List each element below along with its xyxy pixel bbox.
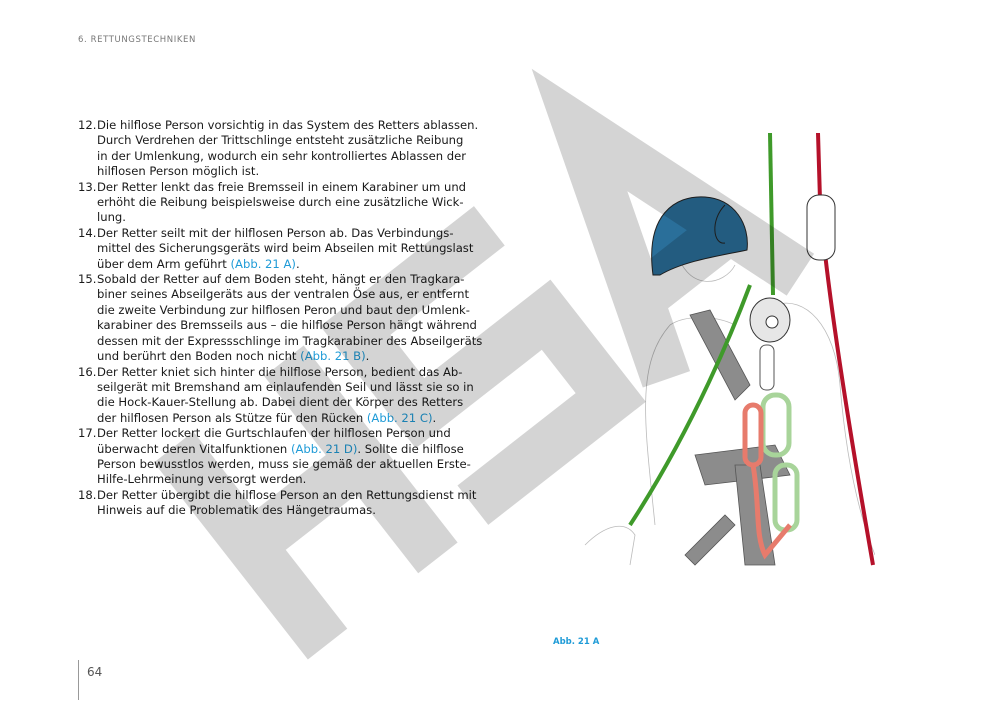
text-line <box>97 318 558 333</box>
text-segment: seilgerät mit Bremshand am einlaufenden Seil und lässt sie so in <box>97 379 474 394</box>
text-segment: über dem Arm geführt <box>97 256 231 271</box>
text-segment: . <box>365 349 370 364</box>
figure-reference-link[interactable]: (Abb. 21 A) <box>230 256 296 271</box>
carabiner-silver <box>760 345 774 390</box>
text-line <box>97 118 558 133</box>
list-item <box>78 272 558 364</box>
list-item <box>78 118 558 180</box>
running-header: 6. RETTUNGSTECHNIKEN <box>78 35 196 45</box>
item-number: 14. <box>78 225 97 240</box>
text-line <box>97 457 558 472</box>
text-line <box>97 226 558 241</box>
text-line <box>97 334 558 349</box>
text-segment: Hilfe-Lehrmeinung versorgt werden. <box>97 472 307 487</box>
text-segment: überwacht deren Vitalfunktionen <box>97 441 291 456</box>
text-line <box>97 365 558 380</box>
text-segment: und berührt den Boden noch nicht <box>97 349 301 364</box>
list-item <box>78 365 558 427</box>
item-number: 13. <box>78 179 97 194</box>
text-line <box>97 287 558 302</box>
text-line <box>97 164 558 179</box>
text-segment: erhöht die Reibung beispielsweise durch eine zusätzliche Wick- <box>97 195 464 210</box>
text-line <box>97 149 558 164</box>
text-line <box>97 241 558 256</box>
text-segment: Hinweis auf die Problematik des Hängetraumas. <box>97 503 376 518</box>
text-line <box>97 426 558 441</box>
text-segment: Die hilflose Person vorsichtig in das System des Retters ablassen. <box>97 118 479 132</box>
text-segment: Der Retter übergibt die hilflose Person an den Rettungsdienst mit <box>97 487 477 502</box>
text-line <box>97 349 558 364</box>
text-line <box>97 442 558 457</box>
text-segment: Sobald der Retter auf dem Boden steht, hängt er den Tragkara- <box>97 272 465 287</box>
list-item <box>78 180 558 226</box>
text-segment: dessen mit der Expressschlinge im Tragkarabiner des Abseilgeräts <box>97 333 483 348</box>
text-line <box>97 488 558 503</box>
footer-divider <box>78 660 79 700</box>
text-line <box>97 503 558 518</box>
item-number: 17. <box>78 426 97 441</box>
item-number: 12. <box>78 118 97 132</box>
harness <box>685 310 790 565</box>
text-segment: in der Umlenkung, wodurch ein sehr kontrolliertes Ablassen der <box>97 148 467 163</box>
text-segment: biner seines Abseilgeräts aus der ventralen Öse aus, er entfernt <box>97 287 470 302</box>
text-line <box>97 472 558 487</box>
text-segment: die Hock-Kauer-Stellung ab. Dabei dient der Körper des Retters <box>97 395 464 410</box>
text-line <box>97 180 558 195</box>
text-segment: . <box>432 410 437 425</box>
text-line <box>97 195 558 210</box>
rope-clamp <box>807 195 835 260</box>
text-segment: Der Retter kniet sich hinter die hilflose Person, bedient das Ab- <box>97 364 463 379</box>
figure-reference-link[interactable]: (Abb. 21 C) <box>366 410 433 425</box>
text-segment: lung. <box>97 210 126 225</box>
text-segment: . <box>295 256 300 271</box>
helmet <box>652 197 748 275</box>
text-segment: der hilflosen Person als Stütze für den Rücken <box>97 410 367 425</box>
text-line <box>97 395 558 410</box>
text-segment: hilflosen Person möglich ist. <box>97 164 260 179</box>
text-segment: . Sollte die hilflose <box>357 441 464 456</box>
text-segment: Durch Verdrehen der Trittschlinge entsteht zusätzliche Reibung <box>97 133 464 148</box>
text-segment: Der Retter lockert die Gurtschlaufen der hilflosen Person und <box>97 426 451 441</box>
text-segment: karabiner des Bremsseils aus – die hilflose Person hängt während <box>97 318 477 333</box>
text-segment: Person bewusstlos werden, muss sie gemäß der aktuellen Erste- <box>97 456 471 471</box>
item-number: 15. <box>78 272 97 287</box>
instruction-list <box>78 118 558 519</box>
figure-reference-link[interactable]: (Abb. 21 D) <box>290 441 358 456</box>
text-segment: Der Retter lenkt das freie Bremsseil in einem Karabiner um und <box>97 179 467 194</box>
figure-reference-link[interactable]: (Abb. 21 B) <box>300 349 366 364</box>
text-line <box>97 257 558 272</box>
item-number: 16. <box>78 364 97 379</box>
text-line <box>97 210 558 225</box>
text-line <box>97 303 558 318</box>
list-item <box>78 426 558 488</box>
rescue-illustration <box>575 125 875 575</box>
figure-caption: Abb. 21 A <box>553 637 600 647</box>
text-line <box>97 411 558 426</box>
green-rope <box>770 133 773 295</box>
text-segment: mittel des Sicherungsgeräts wird beim Abseilen mit Rettungslast <box>97 241 474 256</box>
text-line <box>97 133 558 148</box>
text-segment: die zweite Verbindung zur hilflosen Peron und baut den Umlenk- <box>97 302 470 317</box>
item-number: 18. <box>78 487 97 502</box>
text-line <box>97 380 558 395</box>
list-item <box>78 226 558 272</box>
list-item <box>78 488 558 519</box>
page-number: 64 <box>87 665 103 679</box>
text-line <box>97 272 558 287</box>
text-segment: Der Retter seilt mit der hilflosen Person ab. Das Verbindungs- <box>97 225 454 240</box>
